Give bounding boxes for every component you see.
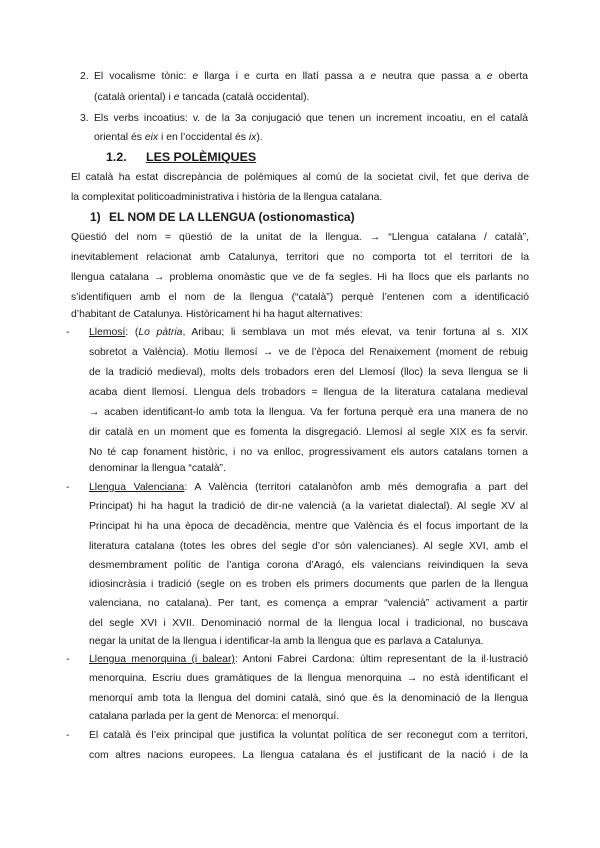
bullet-line: menorquí amb tota la llengua del domini català, sinó que és la denominació de la llengua	[89, 693, 528, 704]
bullet-line: del segle XVI i XVII. Denominació normal de la llengua local i tradicional, no buscava	[89, 618, 528, 629]
paragraph-line: d’habitant de Catalunya. Històricament hi ha hagut alternatives:	[71, 309, 363, 320]
bullet-line: Llengua Valenciana: A València (territori catalanòfon amb més demografia a part del	[89, 482, 528, 493]
bullet-line: Llemosí: (Lo pàtria, Aribau; li semblava un mot més elevat, va tenir fortuna al s. XIX	[89, 327, 528, 338]
bullet-line: Llengua menorquina (i balear): Antoni Fabrei Cardona: últim representant de la il·lustració	[89, 654, 528, 665]
bullet-line: No té cap fonament històric, i no va enlloc, progressivament els autors catalans tornen a	[89, 447, 528, 458]
list-item-line: El vocalisme tònic: e llarga i e curta en llatí passa a e neutra que passa a e oberta	[94, 71, 528, 82]
section-number: 1.2.	[106, 150, 127, 164]
italic-term: ix	[248, 132, 257, 143]
bullet-line: catalana parlada per la gent de Menorca: el menorquí.	[89, 711, 340, 722]
paragraph-line: Qüestió del nom = qüestió de la unitat de la llengua. → “Llengua catalana / català”,	[71, 232, 529, 243]
subheading-title: EL NOM DE LA LLENGUA (ostionomastica)	[109, 210, 355, 224]
list-item-line: oriental és eix i en l’occidental és ix).	[94, 132, 263, 143]
italic-term: e	[192, 71, 199, 82]
paragraph-line: llengua catalana → problema onomàstic que ve de fa segles. Hi ha llocs que els parlants no	[71, 272, 529, 283]
bullet-line: dir català en un moment que es fomenta la disgregació. Llemosí al segle XIX es fa servir.	[89, 427, 528, 438]
bullet-line: desmembrament polític de l’antiga corona d’Aragó, els valencians reivindiquen la seva	[89, 560, 528, 571]
bullet-marker: -	[66, 482, 70, 493]
bullet-line: idiosincràsia i tradició (segle on es troben els primers documents que parlen de la llengua	[89, 579, 528, 590]
bullet-line: denominar la llengua “català”.	[89, 463, 226, 474]
list-number: 3.	[80, 113, 89, 124]
bullet-marker: -	[66, 327, 70, 338]
bullet-marker: -	[66, 730, 70, 741]
bullet-line: valenciana, no catalana). Per tant, es comença a emprar “valencià” activament a partir	[89, 598, 528, 609]
intro-line: El català ha estat discrepància de polèmiques al comú de la societat civil, fet que deriva de	[71, 172, 529, 183]
italic-term: e	[173, 92, 180, 103]
underlined-term: Llemosí	[89, 327, 126, 338]
bullet-line: com altres nacions europees. La llengua catalana és el justificant de la nació i de la	[89, 750, 528, 761]
bullet-line: acaba dient llemosí. Llengua dels trobadors = llengua de la literatura catalana medieval	[89, 387, 528, 398]
underlined-term: Llengua Valenciana	[89, 482, 185, 493]
bullet-line: Principat hi ha una època de decadència, mentre que València és el focus important de la	[89, 521, 528, 532]
bullet-line: sobretot a València). Motiu llemosí → ve de l’època del Renaixement (moment de rebuig	[89, 347, 528, 358]
list-item-line: (català oriental) i e tancada (català occidental).	[94, 92, 310, 103]
subheading-number: 1)	[90, 210, 101, 224]
bullet-line: negar la unitat de la llengua i identificar-la amb la llengua que es parlava a Catalunya.	[89, 636, 484, 647]
bullet-line: literatura catalana (totes les obres del segle d’or són valencianes). Al segle XVI, amb el	[89, 541, 528, 552]
intro-line: la complexitat politicoadministrativa i història de la llengua catalana.	[71, 192, 383, 203]
italic-term: eix	[144, 132, 159, 143]
italic-term: e	[370, 71, 377, 82]
paragraph-line: s’identifiquen amb el nom de la llengua (“català”) perquè l’entenen com a identificació	[71, 292, 529, 303]
italic-term: Lo pàtria	[138, 327, 183, 338]
bullet-line: menorquina. Escriu dues gramàtiques de la llengua menorquina → no està identificant el	[89, 673, 528, 684]
list-number: 2.	[80, 71, 89, 82]
italic-term: e	[486, 71, 493, 82]
bullet-line: de la tradició medieval), molts dels trobadors eren del Llemosí (lloc) la seva llengua se li	[89, 367, 528, 378]
bullet-line: El català és l’eix principal que justifica la voluntat política de ser reconegut com a territori,	[89, 730, 528, 741]
list-item-line: Els verbs incoatius: v. de la 3a conjugació que tenen un increment incoatiu, en el català	[94, 113, 528, 124]
section-title: LES POLÈMIQUES	[146, 150, 257, 164]
bullet-line: → acaben identificant-lo amb tota la llengua. Va fer fortuna perquè era una manera de no	[89, 407, 528, 418]
bullet-marker: -	[66, 654, 70, 665]
paragraph-line: inevitablement relacionat amb Catalunya, territori que no comporta tot el territori de la	[71, 252, 529, 263]
bullet-line: Principat) hi ha hagut la tradició de dir-ne valencià (a la varietat dialectal). Al segle XV al	[89, 501, 528, 512]
underlined-term: Llengua menorquina (i balear)	[89, 654, 235, 665]
